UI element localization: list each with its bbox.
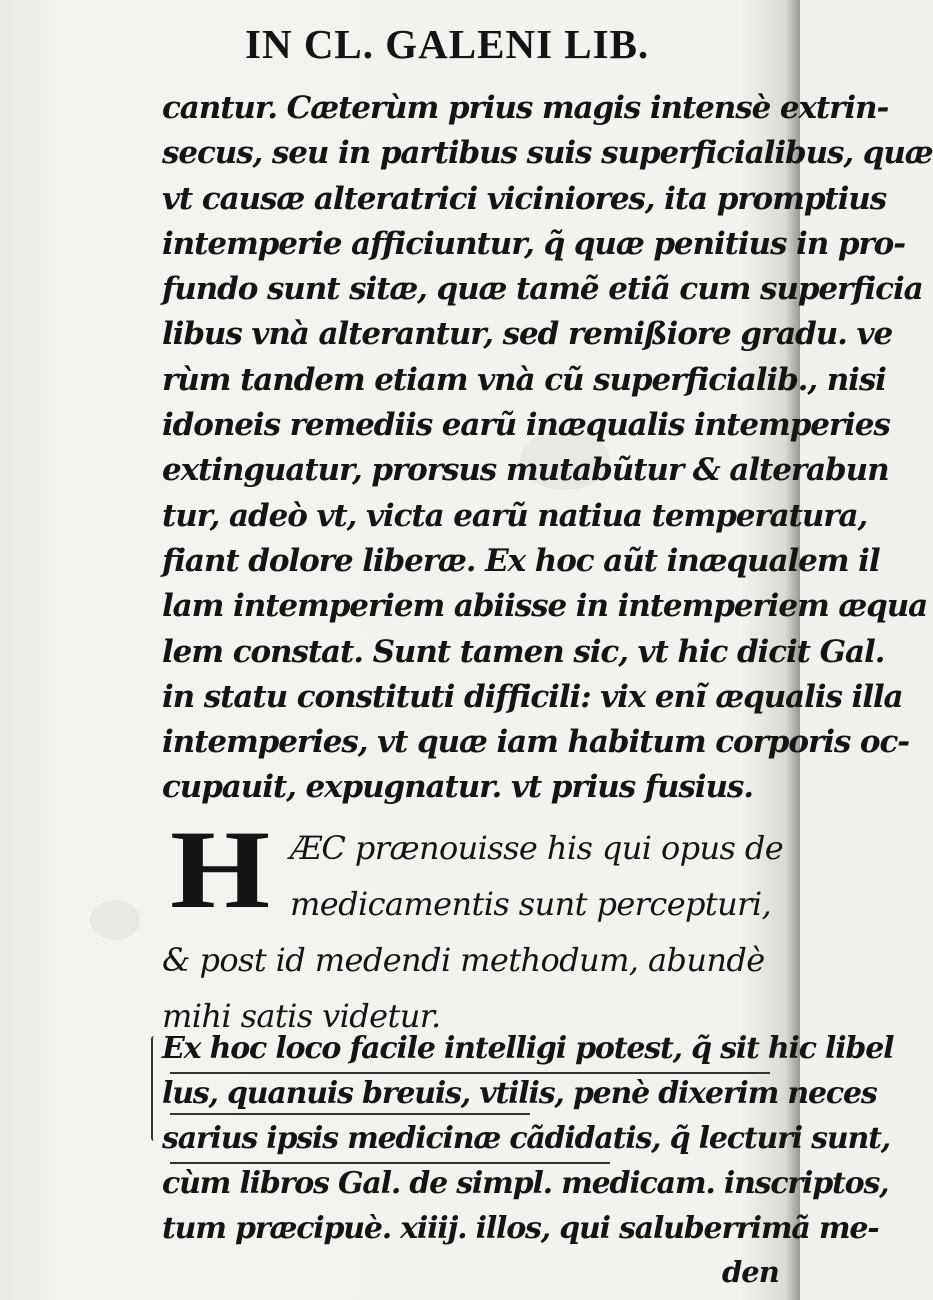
text-line: ÆC prænouisse his qui opus de <box>290 829 784 867</box>
paper-stain <box>90 900 140 940</box>
text-line: fiant dolore liberæ. Ex hoc aũt inæqualem il <box>162 542 880 579</box>
margin-bracket <box>151 1036 157 1141</box>
text-line: & post id medendi methodum, abundè <box>162 941 765 979</box>
catchword-block <box>722 1250 779 1295</box>
text-line: tum præcipuè. xiiij. illos, qui saluberrimã me- <box>162 1211 879 1246</box>
text-line: cùm libros Gal. de simpl. medicam. inscriptos, <box>162 1166 889 1201</box>
text-line: rùm tandem etiam vnà cũ superficialib., nisi <box>162 361 886 398</box>
running-head: IN CL. GALENI LIB. <box>245 21 650 67</box>
text-line: fundo sunt sitæ, quæ tamẽ etiã cum superficia <box>162 271 923 308</box>
text-line: lus, quanuis breuis, vtilis, penè dixerim neces <box>162 1076 877 1111</box>
text-line: cupauit, expugnatur. vt prius fusius. <box>162 769 753 806</box>
text-line: Ex hoc loco facile intelligi potest, q̃ sit hic libel <box>162 1031 894 1066</box>
text-line: lam intemperiem abiisse in intemperiem æqua <box>162 588 928 625</box>
text-line: intemperie afficiuntur, q̃ quæ penitius in pro- <box>162 225 905 262</box>
commentary-text <box>162 1026 894 1251</box>
text-line: vt causæ alteratrici viciniores, ita promptius <box>162 180 887 217</box>
text-line: medicamentis sunt percepturi, <box>290 885 772 923</box>
drop-cap: H <box>170 808 271 932</box>
chapter-paragraph <box>162 808 784 1044</box>
text-line: lem constat. Sunt tamen sic, vt hic dicit Gal. <box>162 633 885 670</box>
text-line: tur, adeò vt, victa earũ natiua temperatura, <box>162 497 868 534</box>
main-text <box>162 86 933 811</box>
text-line: secus, seu in partibus suis superficialibus, quæ <box>162 135 933 172</box>
text-line: in statu constituti difficili: vix enĩ æqualis illa <box>162 678 903 715</box>
text-line: libus vnà alterantur, sed remißiore gradu. ve <box>162 316 893 353</box>
text-line: extinguatur, prorsus mutabũtur & alterabun <box>162 452 889 489</box>
text-line: mihi satis videtur. <box>162 997 441 1035</box>
text-line: cantur. Cæterùm prius magis intensè extrin- <box>162 90 889 126</box>
text-line: intemperies, vt quæ iam habitum corporis oc- <box>162 724 910 761</box>
text-line: idoneis remediis earũ inæqualis intemperies <box>162 407 890 444</box>
text-line: sarius ipsis medicinæ cãdidatis, q̃ lecturi sunt, <box>162 1121 890 1156</box>
catchword: den <box>722 1255 779 1289</box>
